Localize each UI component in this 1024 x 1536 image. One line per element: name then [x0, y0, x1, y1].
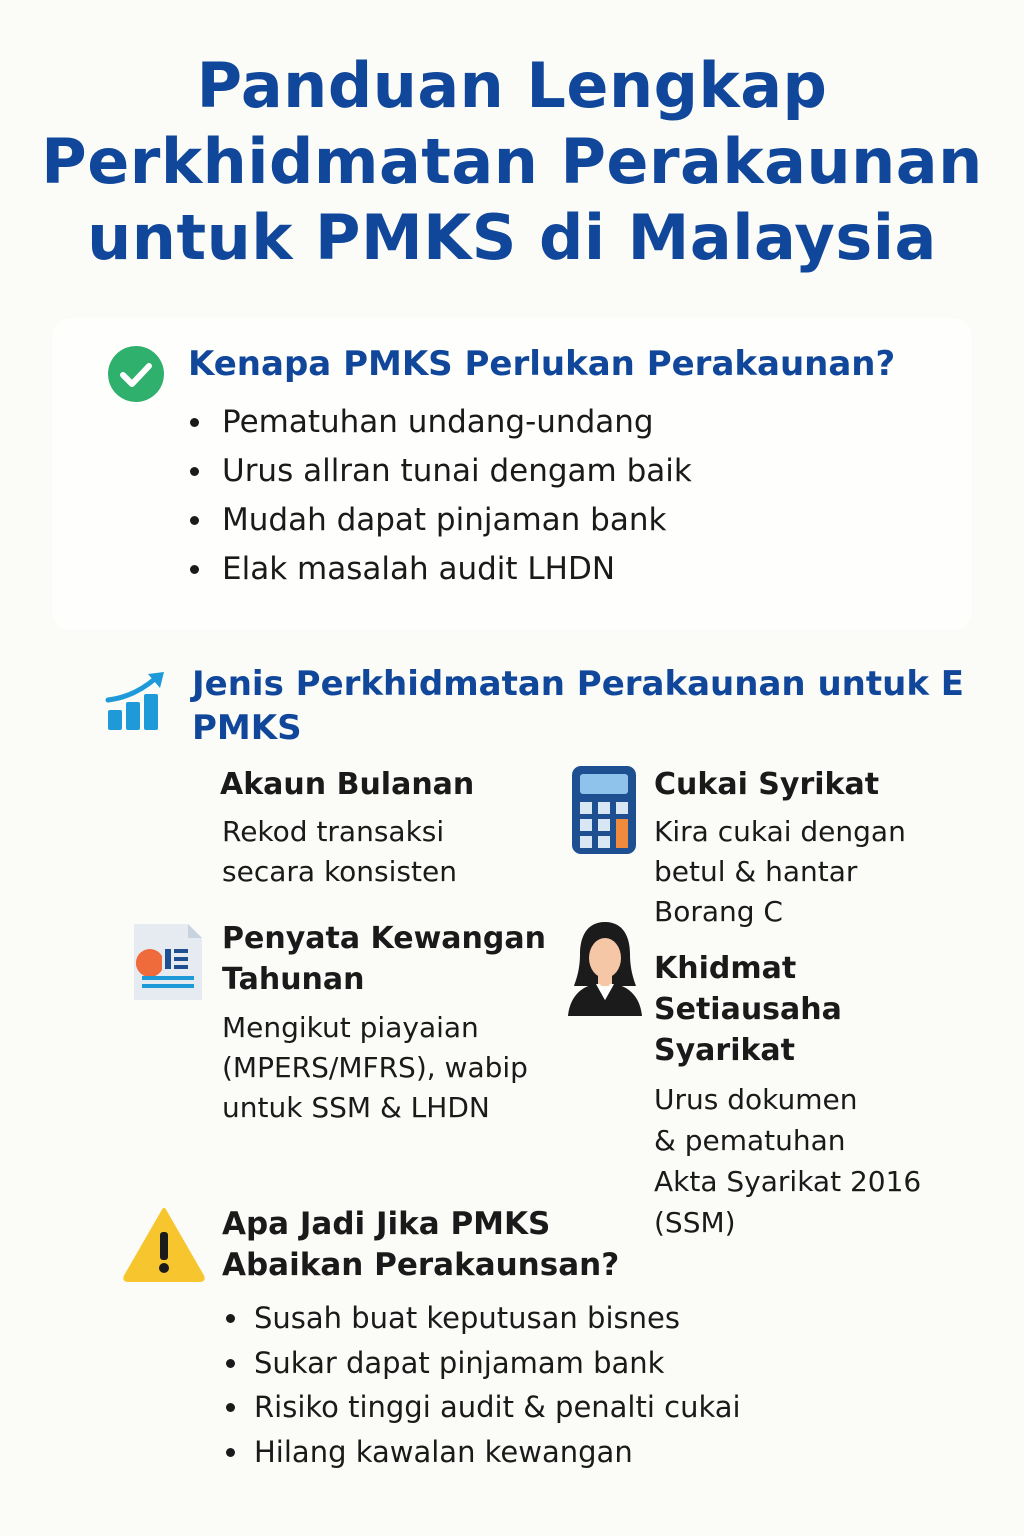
desc-line: secara konsisten — [222, 855, 457, 888]
page-title-line-1: Panduan Lengkap — [196, 49, 828, 122]
desc-line: & pematuhan — [654, 1124, 846, 1157]
desc-line: Urus dokumen — [654, 1083, 858, 1116]
ignore-heading — [222, 1204, 619, 1286]
desc-line: (SSM) — [654, 1206, 736, 1239]
desc-line: Akta Syarikat 2016 — [654, 1165, 922, 1198]
list-item: Elak masalah audit LHDN — [190, 545, 692, 594]
heading-line: Abaikan Perakaunsan? — [222, 1247, 620, 1283]
list-item: Pematuhan undang-undang — [190, 398, 692, 447]
services-heading-line-2: PMKS — [192, 708, 302, 748]
secretary-person-icon — [566, 920, 644, 1018]
service-desc-cukai-syarikat — [654, 812, 906, 932]
page-title — [0, 48, 1024, 276]
service-title-khidmat-setiausaha — [654, 948, 842, 1071]
service-title-akaun-bulanan: Akaun Bulanan — [220, 767, 475, 802]
page-title-line-3: untuk PMKS di Malaysia — [87, 201, 937, 274]
service-title-cukai-syarikat: Cukai Syrikat — [654, 767, 880, 802]
services-heading-line-1: Jenis Perkhidmatan Perakaunan untuk E — [192, 664, 964, 704]
list-item: Risiko tinggi audit & penalti cukai — [222, 1385, 741, 1430]
desc-line: betul & hantar — [654, 855, 858, 888]
warning-triangle-icon — [122, 1206, 206, 1282]
title-line: Tahunan — [222, 962, 365, 997]
heading-line: Apa Jadi Jika PMKS — [222, 1206, 551, 1242]
ignore-list — [222, 1296, 741, 1474]
calculator-icon — [570, 764, 638, 856]
page-title-line-2: Perkhidmatan Perakaunan — [41, 125, 983, 198]
list-item: Sukar dapat pinjamam bank — [222, 1341, 741, 1386]
desc-line: Rekod transaksi — [222, 815, 445, 848]
why-list — [190, 398, 692, 594]
title-line: Khidmat — [654, 951, 797, 986]
desc-line: Kira cukai dengan — [654, 815, 906, 848]
service-desc-khidmat-setiausaha — [654, 1079, 921, 1243]
title-line: Penyata Kewangan — [222, 921, 546, 956]
list-item: Hilang kawalan kewangan — [222, 1430, 741, 1475]
service-desc-penyata-kewangan — [222, 1008, 528, 1128]
title-line: Setiausaha — [654, 992, 842, 1027]
check-circle-icon — [106, 344, 166, 404]
desc-line: Borang C — [654, 895, 783, 928]
desc-line: Mengikut piayaian — [222, 1011, 479, 1044]
report-document-icon — [132, 922, 204, 1002]
list-item: Mudah dapat pinjaman bank — [190, 496, 692, 545]
growth-chart-icon — [104, 668, 172, 734]
service-desc-akaun-bulanan — [222, 812, 457, 892]
list-item: Urus allran tunai dengam baik — [190, 447, 692, 496]
title-line: Syarikat — [654, 1033, 796, 1068]
desc-line: (MPERS/MFRS), wabip — [222, 1051, 528, 1084]
list-item: Susah buat keputusan bisnes — [222, 1296, 741, 1341]
why-heading: Kenapa PMKS Perlukan Perakaunan? — [188, 344, 896, 384]
service-title-penyata-kewangan — [222, 918, 546, 1000]
desc-line: untuk SSM & LHDN — [222, 1091, 490, 1124]
